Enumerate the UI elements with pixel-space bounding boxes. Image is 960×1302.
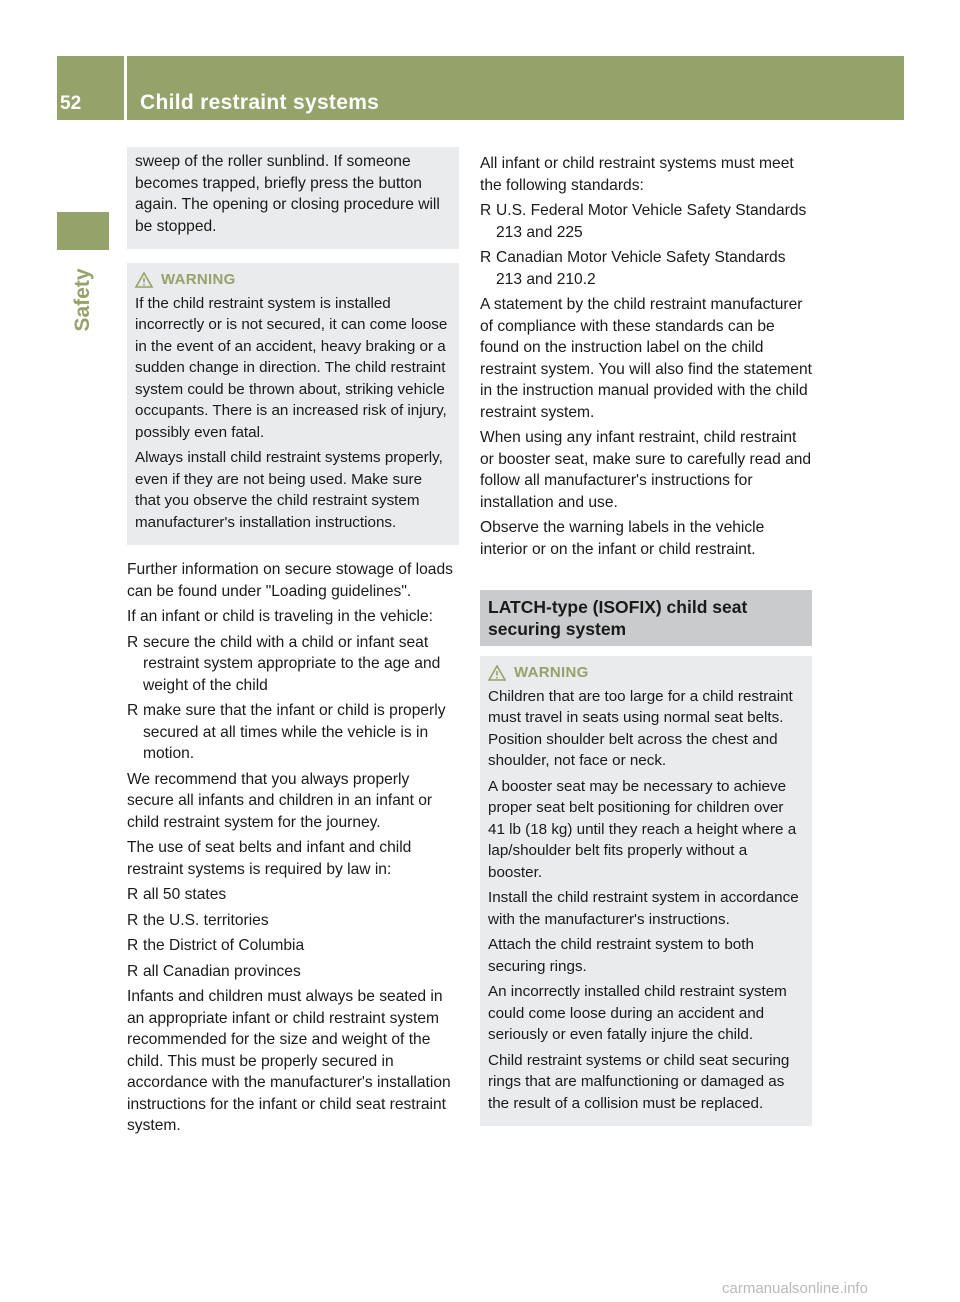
paragraph: Infants and children must always be seated in an appropriate infant or child restraint system recommended for the size and weight of the child. This must be properly secured in accordance with the manufacturer's installation instructions for the infant or child seat restraint system.: [127, 988, 451, 1134]
list-item-text: the U.S. territories: [143, 911, 269, 929]
side-tab-marker: [57, 212, 109, 250]
watermark: carmanualsonline.info: [722, 1280, 868, 1297]
list-item-text: all 50 states: [143, 886, 227, 903]
paragraph: All infant or child restraint systems must meet the following standards:: [480, 155, 794, 194]
list-item: [480, 200, 812, 243]
paragraph: The use of seat belts and infant and child restraint systems is required by law in:: [127, 839, 412, 878]
bullet-mark: R: [127, 702, 139, 719]
list-item: [480, 247, 812, 290]
side-section-label: Safety: [71, 268, 94, 332]
warning-paragraph: Attach the child restraint system to both securing rings.: [488, 936, 754, 975]
warning-triangle-icon: [488, 665, 506, 681]
paragraph: Further information on secure stowage of loads can be found under "Loading guidelines".: [127, 561, 453, 600]
bullet-mark: R: [127, 911, 139, 929]
list-item-text: secure the child with a child or infant seat restraint system appropriate to the age and weight of the child: [143, 633, 441, 694]
page-title: Child restraint systems: [140, 91, 380, 114]
warning-title: WARNING: [161, 271, 236, 288]
list-item-text: make sure that the infant or child is properly secured at all times while the vehicle is in motion.: [143, 702, 446, 762]
warning-paragraph: Child restraint systems or child seat securing rings that are malfunctioning or damaged as the result of a collision must be replaced.: [488, 1051, 790, 1112]
paragraph: If an infant or child is traveling in the vehicle:: [127, 608, 433, 625]
warning-paragraph: Always install child restraint systems properly, even if they are not being used. Make sure that you observe the child restraint system manufacturer's installation instructions.: [135, 449, 443, 531]
right-column: [480, 153, 812, 1140]
warning-title: WARNING: [514, 664, 589, 681]
list-item: [127, 700, 459, 765]
section-heading: LATCH-type (ISOFIX) child seat securing system: [480, 590, 812, 646]
paragraph: When using any infant restraint, child restraint or booster seat, make sure to carefully read and follow all manufacturer's instructions for installation and use.: [480, 429, 812, 511]
warning-paragraph: If the child restraint system is installed incorrectly or is not secured, it can come loose in the event of an accident, heavy braking or a sudden change in direction. The child restraint system could be thrown about, striking vehicle occupants. There is an increased risk of injury, possibly even fatal.: [135, 294, 448, 441]
bullet-mark: R: [127, 937, 139, 954]
bullet-mark: R: [127, 633, 139, 651]
bullet-mark: R: [127, 886, 139, 903]
bullet-mark: R: [480, 249, 492, 266]
warning-header: [135, 269, 451, 291]
warning-paragraph: An incorrectly installed child restraint system could come loose during an accident and seriously or even fatally injure the child.: [488, 983, 787, 1043]
left-column: [127, 153, 459, 1141]
list-item-text: all Canadian provinces: [143, 962, 301, 980]
page-number: 52: [60, 93, 82, 114]
list-item: [127, 910, 459, 932]
list-item-text: Canadian Motor Vehicle Safety Standards 213 and 210.2: [496, 249, 786, 288]
list-item-text: the District of Columbia: [143, 937, 305, 954]
list-item-text: U.S. Federal Motor Vehicle Safety Standards 213 and 225: [496, 202, 807, 241]
warning-triangle-icon: [135, 272, 153, 288]
list-item: [127, 884, 459, 906]
list-item: [127, 961, 459, 983]
warning-box: [480, 656, 812, 1126]
warning-header: [488, 662, 804, 684]
warning-paragraph: Children that are too large for a child restraint must travel in seats using normal seat belts. Position shoulder belt across the chest and shoulder, not face or neck.: [488, 687, 793, 769]
list-item: [127, 632, 459, 697]
note-text: sweep of the roller sunblind. If someone becomes trapped, briefly press the button again. The opening or closing procedure will be stopped.: [135, 153, 440, 235]
warning-paragraph: A booster seat may be necessary to achieve proper seat belt positioning for children over 41 lb (18 kg) until they reach a height where a lap/shoulder belt fits properly without a booster.: [488, 777, 797, 881]
paragraph: A statement by the child restraint manufacturer of compliance with these standards can be found on the instruction label on the child restraint system. You will also find the statement in the instruction manual provided with the child restraint system.: [480, 296, 812, 421]
list-item: [127, 935, 459, 957]
note-box: [127, 147, 459, 249]
bullet-mark: R: [127, 962, 139, 980]
header-separator: [124, 56, 127, 120]
paragraph: We recommend that you always properly secure all infants and children in an infant or child restraint system for the journey.: [127, 770, 433, 831]
bullet-mark: R: [480, 202, 492, 219]
warning-paragraph: Install the child restraint system in accordance with the manufacturer's instructions.: [488, 889, 799, 928]
paragraph: Observe the warning labels in the vehicle interior or on the infant or child restraint.: [480, 519, 765, 558]
warning-box: [127, 263, 459, 545]
